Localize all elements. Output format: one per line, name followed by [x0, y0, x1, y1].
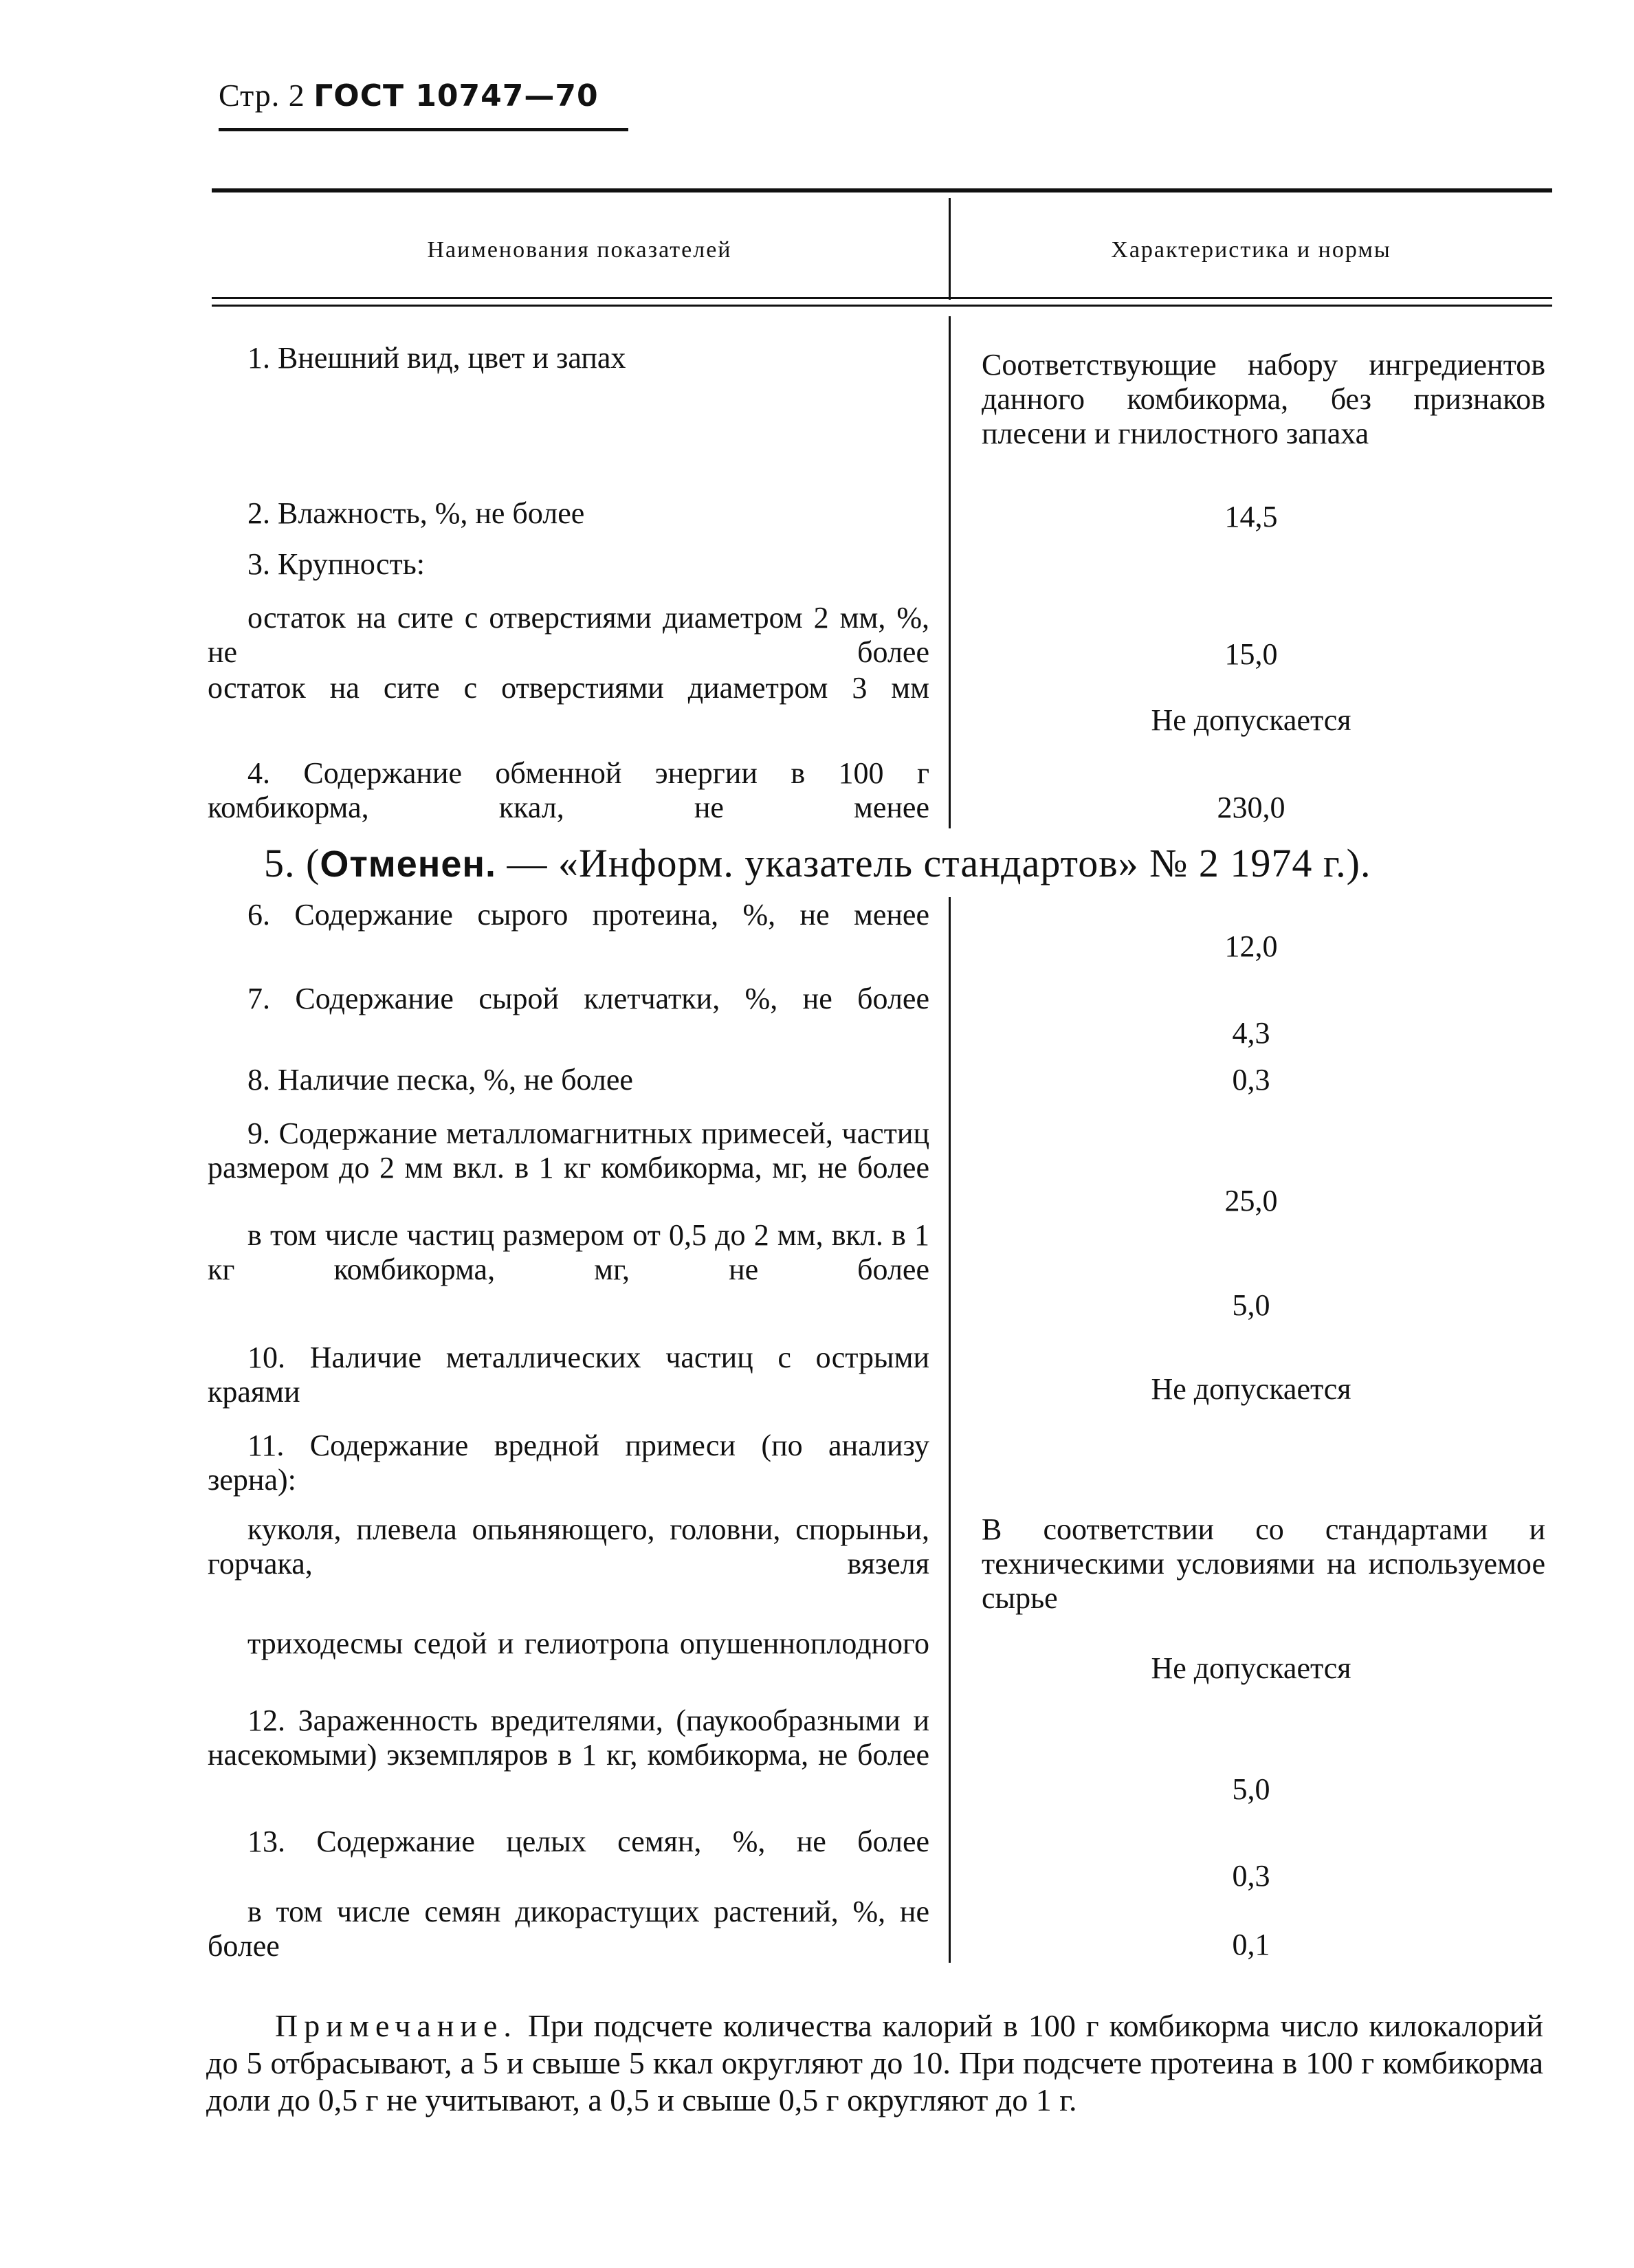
page-number: Стр. 2 — [219, 78, 305, 113]
item-9a-value: 5,0 — [1232, 1288, 1270, 1322]
table-header-rule-2 — [212, 305, 1552, 307]
item-13-value: 0,3 — [1232, 1859, 1270, 1893]
item-2-value: 14,5 — [1224, 500, 1278, 533]
item-3a-value: 15,0 — [1224, 637, 1278, 671]
item-4-name: 4. Содержание обменной энергии в 100 г комбикорма, ккал, не менее — [208, 756, 929, 824]
footnote — [206, 2007, 1543, 2119]
item-3a-name: остаток на сите с отверстиями диаметром 2 мм, %, не более — [208, 601, 929, 669]
page-header — [219, 77, 599, 113]
item-7-name: 7. Содержание сырой клетчатки, %, не более — [247, 982, 929, 1015]
item-13-name: 13. Содержание целых семян, %, не более — [247, 1825, 929, 1858]
item-3b-value: Не допускается — [1151, 703, 1351, 737]
item-9-value: 25,0 — [1224, 1184, 1278, 1218]
item-6-value: 12,0 — [1224, 929, 1278, 963]
item-8-name: 8. Наличие песка, %, не более — [247, 1063, 633, 1097]
column-divider-header — [949, 198, 951, 300]
item-9-name: 9. Содержание металломагнитных примесей, частиц размером до 2 мм вкл. в 1 кг комбикорма, мг, не более — [208, 1116, 929, 1185]
note-label: Примечание. — [275, 2008, 518, 2043]
column-divider-lower — [949, 897, 951, 1963]
item-3b-name: остаток на сите с отверстиями диаметром 3 мм — [208, 671, 929, 705]
cancelled-label: Отменен. — [320, 844, 497, 885]
table-header-rule-1 — [212, 297, 1552, 299]
item-13a-name: в том числе семян дикорастущих растений, %, не более — [208, 1895, 929, 1963]
item-6-name: 6. Содержание сырого протеина, %, не менее — [247, 898, 929, 932]
item-11-name: 11. Содержание вредной примеси (по анализу зерна): — [208, 1429, 929, 1497]
column-divider-upper — [949, 316, 951, 828]
note-text: При подсчете количества калорий в 100 г комбикорма число килокалорий до 5 отбрасывают, а 5 и свыше 5 ккал округляют до 10. При подсчете протеина в 100 г комбикорма доли до 0,5 г не учитывают, а 0,5 и свыше 0,5 г округляют до 1 г. — [206, 2008, 1543, 2117]
column-header-indicators: Наименования показателей — [427, 237, 732, 263]
item-1-value: Соответствующие набору ингредиентов данного комбикорма, без признаков плесени и гнилостного запаха — [982, 348, 1545, 450]
item-11a-value: В соответствии со стандартами и техническими условиями на используемое сырье — [982, 1512, 1545, 1615]
item-13a-value: 0,1 — [1232, 1928, 1270, 1961]
table-top-rule — [212, 188, 1552, 192]
item-4-value: 230,0 — [1217, 791, 1285, 824]
item-12-name: 12. Зараженность вредителями, (паукообразными и насекомыми) экземпляров в 1 кг, комбикорма, не более — [208, 1704, 929, 1772]
item-3-name: 3. Крупность: — [247, 547, 426, 581]
column-header-norms: Характеристика и нормы — [1111, 237, 1391, 263]
item-11b-value: Не допускается — [1151, 1651, 1351, 1685]
item-1-name: 1. Внешний вид, цвет и запах — [247, 341, 626, 375]
item-7-value: 4,3 — [1232, 1016, 1270, 1050]
header-underline — [219, 128, 628, 131]
item-9a-name: в том числе частиц размером от 0,5 до 2 мм, вкл. в 1 кг комбикорма, мг, не более — [208, 1218, 929, 1286]
item-11b-name: триходесмы седой и гелиотропа опушенноплодного — [247, 1627, 929, 1660]
item-12-value: 5,0 — [1232, 1772, 1270, 1806]
item-8-value: 0,3 — [1232, 1063, 1270, 1097]
item-10-value: Не допускается — [1151, 1372, 1351, 1406]
item-11a-name: куколя, плевела опьяняющего, головни, спорыньи, горчака, вязеля — [208, 1512, 929, 1581]
item-10-name: 10. Наличие металлических частиц с острыми краями — [208, 1341, 929, 1409]
item-5-cancelled: 5. (Отменен. — «Информ. указатель стандартов» № 2 1974 г.). — [264, 841, 1371, 885]
standard-number: ГОСТ 10747—70 — [313, 78, 599, 113]
item-2-name: 2. Влажность, %, не более — [247, 496, 585, 530]
